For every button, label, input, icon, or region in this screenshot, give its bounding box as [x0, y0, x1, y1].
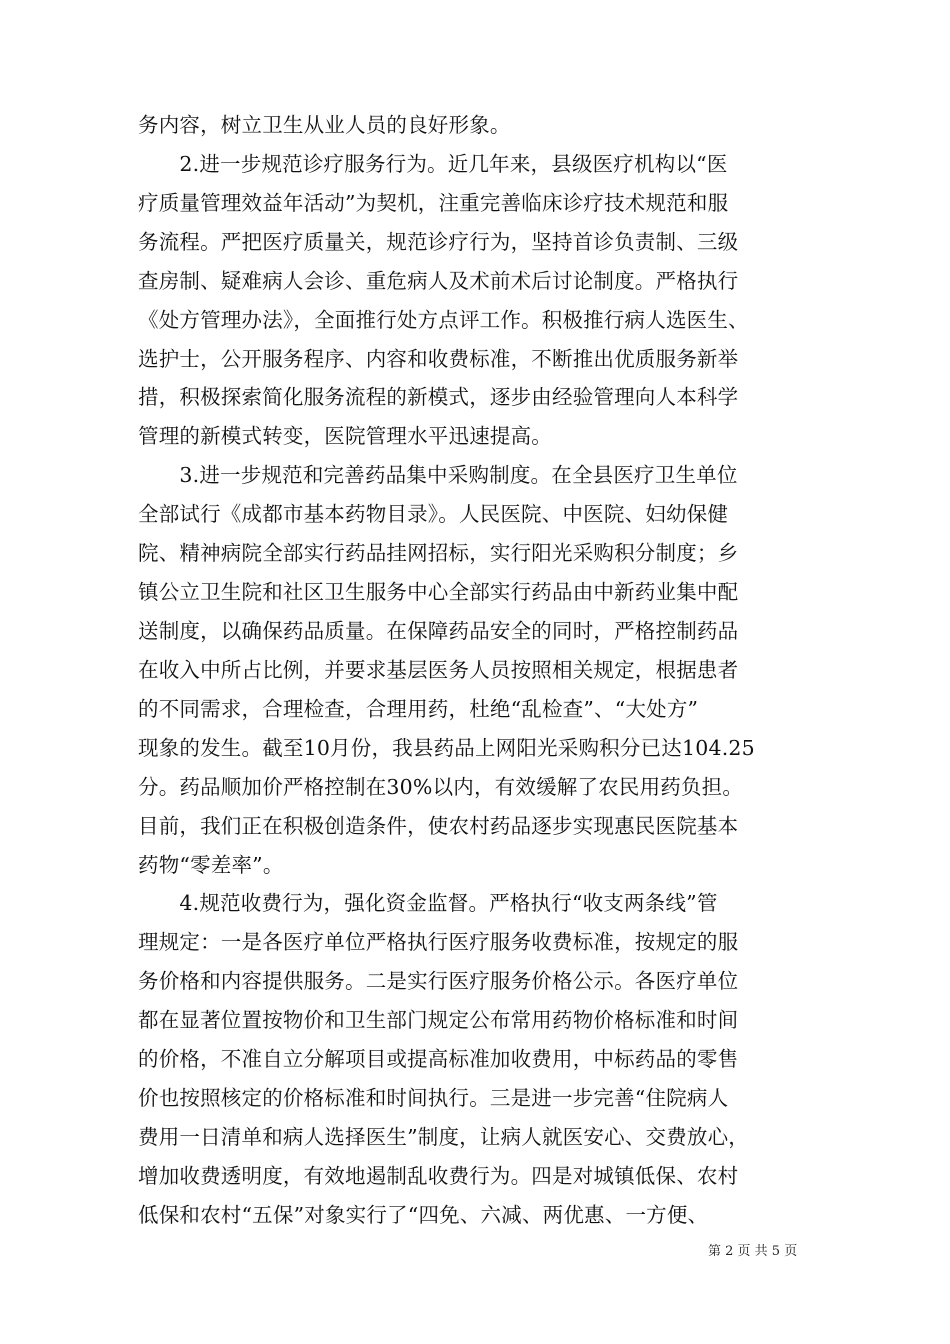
text-line: 低保和农村“五保”对象实行了“四免、六减、两优惠、一方便、: [138, 1202, 709, 1227]
text-line: 管理的新模式转变，医院管理水平迅速提高。: [138, 424, 552, 449]
text-line: 都在显著位置按物价和卫生部门规定公布常用药物价格标准和时间: [138, 1008, 739, 1033]
text-line: 在收入中所占比例，并要求基层医务人员按照相关规定，根据患者: [138, 657, 739, 682]
text-line: 措，积极探索简化服务流程的新模式，逐步由经验管理向人本科学: [138, 385, 739, 410]
text-line: 疗质量管理效益年活动”为契机，注重完善临床诊疗技术规范和服: [138, 190, 729, 215]
text-line: 费用一日清单和病人选择医生”制度，让病人就医安心、交费放心，: [138, 1124, 749, 1149]
text-line: 3.进一步规范和完善药品集中采购制度。在全县医疗卫生单位: [138, 463, 738, 488]
text-line: 《处方管理办法》，全面推行处方点评工作。积极推行病人选医生、: [138, 307, 749, 332]
text-line: 务内容，树立卫生从业人员的良好形象。: [138, 113, 511, 137]
text-line: 4.规范收费行为，强化资金监督。严格执行“收支两条线”管: [138, 891, 718, 916]
text-line: 现象的发生。截至10月份，我县药品上网阳光采购积分已达104.25: [138, 735, 755, 760]
text-line: 查房制、疑难病人会诊、重危病人及术前术后讨论制度。严格执行: [138, 268, 739, 293]
text-line: 院、精神病院全部实行药品挂网招标，实行阳光采购积分制度；乡: [138, 541, 739, 566]
text-line: 镇公立卫生院和社区卫生服务中心全部实行药品由中新药业集中配: [138, 580, 739, 604]
text-line: 药物“零差率”。: [138, 852, 284, 877]
text-line: 价也按照核定的价格标准和时间执行。三是进一步完善“住院病人: [138, 1086, 729, 1110]
text-line: 分。药品顺加价严格控制在30%以内，有效缓解了农民用药负担。: [138, 774, 744, 799]
text-line: 增加收费透明度，有效地遏制乱收费行为。四是对城镇低保、农村: [138, 1163, 739, 1188]
text-line: 务流程。严把医疗质量关，规范诊疗行为，坚持首诊负责制、三级: [138, 229, 739, 254]
text-line: 送制度，以确保药品质量。在保障药品安全的同时，严格控制药品: [138, 619, 739, 643]
text-line: 2.进一步规范诊疗服务行为。近几年来，县级医疗机构以“医: [138, 151, 728, 176]
text-line: 的价格，不准自立分解项目或提高标准加收费用，中标药品的零售: [138, 1047, 739, 1072]
text-line: 理规定：一是各医疗单位严格执行医疗服务收费标准，按规定的服: [138, 930, 739, 955]
text-line: 的不同需求，合理检查，合理用药，杜绝“乱检查”、“大处方”: [138, 696, 699, 721]
page-number: 第 2 页 共 5 页: [708, 1244, 798, 1259]
text-line: 选护士，公开服务程序、内容和收费标准，不断推出优质服务新举: [138, 346, 739, 371]
text-line: 务价格和内容提供服务。二是实行医疗服务价格公示。各医疗单位: [138, 969, 739, 994]
text-line: 目前，我们正在积极创造条件，使农村药品逐步实现惠民医院基本: [138, 813, 739, 838]
text-line: 全部试行《成都市基本药物目录》。人民医院、中医院、妇幼保健: [138, 502, 729, 527]
